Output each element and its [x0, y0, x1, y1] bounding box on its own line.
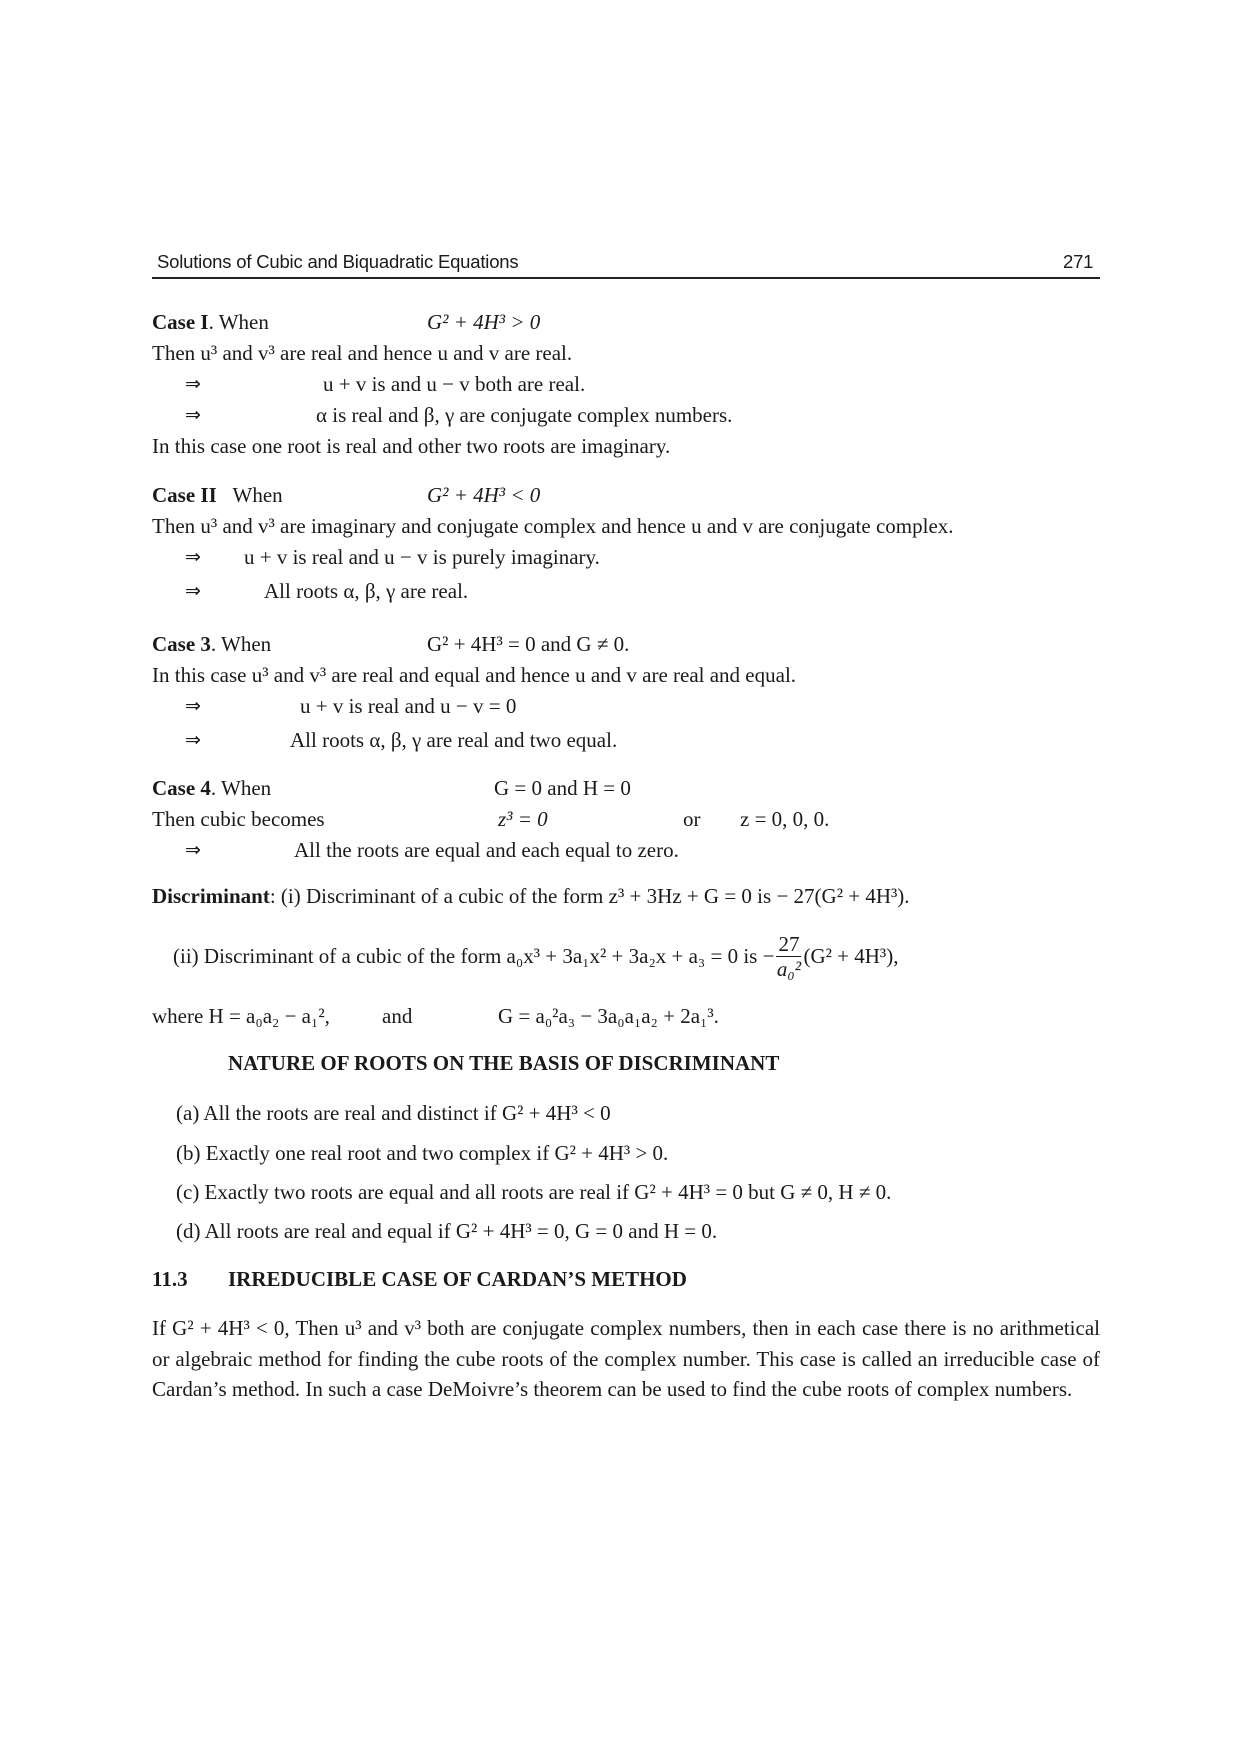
implies-icon: ⇒ — [185, 839, 201, 861]
case3-label-line — [152, 631, 271, 657]
case1-conclusion: In this case one root is real and other two roots are imaginary. — [152, 434, 671, 458]
where-G: G = a₀²a₃ − 3a₀a₁a₂ + 2a₁³. — [498, 1004, 719, 1028]
discriminant-fraction — [776, 932, 801, 981]
case1-implies1: u + v is and u − v both are real. — [323, 372, 586, 396]
discriminant-line1 — [152, 883, 910, 909]
case4-condition: G = 0 and H = 0 — [494, 776, 631, 800]
section-number: 11.3 — [152, 1267, 188, 1291]
case3-when: . When — [210, 632, 272, 656]
case3-label: Case 3 — [152, 632, 211, 656]
discriminant-item2-tail: (G² + 4H³), — [803, 944, 899, 968]
nature-item-b: (b) Exactly one real root and two complex if G² + 4H³ > 0. — [176, 1141, 669, 1165]
nature-item-a: (a) All the roots are real and distinct if G² + 4H³ < 0 — [176, 1101, 611, 1125]
discriminant-item1: : (i) Discriminant of a cubic of the form z³ + 3Hz + G = 0 is − 27(G² + 4H³). — [269, 884, 910, 908]
nature-item-c: (c) Exactly two roots are equal and all roots are real if G² + 4H³ = 0 but G ≠ 0, H ≠ 0. — [176, 1180, 892, 1204]
case2-line1: Then u³ and v³ are imaginary and conjugate complex and hence u and v are conjugate complex. — [152, 514, 954, 538]
case4-line1-result: z = 0, 0, 0. — [740, 807, 830, 831]
case2-condition: G² + 4H³ < 0 — [427, 483, 541, 507]
case1-when: . When — [208, 310, 269, 334]
page-number: 271 — [1063, 251, 1094, 272]
implies-icon: ⇒ — [185, 580, 201, 602]
implies-icon: ⇒ — [185, 373, 201, 395]
nature-heading: NATURE OF ROOTS ON THE BASIS OF DISCRIMINANT — [228, 1051, 780, 1075]
case4-line1-eq: z³ = 0 — [498, 807, 548, 831]
fraction-denominator: a₀² — [776, 956, 801, 981]
fraction-numerator: 27 — [778, 931, 800, 956]
case4-label: Case 4 — [152, 776, 211, 800]
discriminant-line2 — [173, 924, 898, 988]
case2-label: Case II — [152, 483, 217, 507]
case2-label-line — [152, 482, 283, 508]
case4-line1-or: or — [683, 807, 701, 831]
case3-implies1: u + v is real and u − v = 0 — [300, 694, 517, 718]
header-rule — [152, 277, 1100, 279]
case3-line1: In this case u³ and v³ are real and equal and hence u and v are real and equal. — [152, 663, 797, 687]
case1-line1: Then u³ and v³ are real and hence u and v are real. — [152, 341, 573, 365]
implies-icon: ⇒ — [185, 546, 201, 568]
where-text: where H = a₀a₂ − a₁², — [152, 1004, 330, 1028]
case4-implies1: All the roots are equal and each equal to zero. — [294, 838, 679, 862]
case1-label: Case I — [152, 310, 209, 334]
running-title: Solutions of Cubic and Biquadratic Equations — [157, 251, 519, 272]
case2-implies1: u + v is real and u − v is purely imaginary. — [244, 545, 600, 569]
where-and: and — [382, 1004, 413, 1028]
implies-icon: ⇒ — [185, 695, 201, 717]
section-paragraph: If G² + 4H³ < 0, Then u³ and v³ both are conjugate complex numbers, then in each case there is no arithmetical or algebraic method for finding the cube roots of the complex number. This case is called an irreducible case of Cardan’s method. In such a case DeMoivre’s theorem can be used to find the cube roots of complex numbers. — [152, 1316, 1100, 1401]
nature-item-d: (d) All roots are real and equal if G² + 4H³ = 0, G = 0 and H = 0. — [176, 1219, 718, 1243]
case4-when: . When — [210, 776, 272, 800]
case2-when: When — [232, 483, 283, 507]
section-title: IRREDUCIBLE CASE OF CARDAN’S METHOD — [228, 1267, 687, 1291]
case1-condition: G² + 4H³ > 0 — [427, 310, 541, 334]
case3-implies2: All roots α, β, γ are real and two equal. — [290, 728, 618, 752]
case1-implies2: α is real and β, γ are conjugate complex numbers. — [316, 403, 733, 427]
implies-icon: ⇒ — [185, 729, 201, 751]
case3-condition: G² + 4H³ = 0 and G ≠ 0. — [427, 632, 630, 656]
case4-label-line — [152, 775, 271, 801]
discriminant-label: Discriminant — [152, 884, 270, 908]
case4-line1-text: Then cubic becomes — [152, 807, 325, 831]
case2-implies2: All roots α, β, γ are real. — [264, 579, 469, 603]
implies-icon: ⇒ — [185, 404, 201, 426]
discriminant-item2-text: (ii) Discriminant of a cubic of the form a₀x³ + 3a₁x² + 3a₂x + a₃ = 0 is − — [173, 944, 775, 968]
case1-label-line — [152, 309, 269, 335]
